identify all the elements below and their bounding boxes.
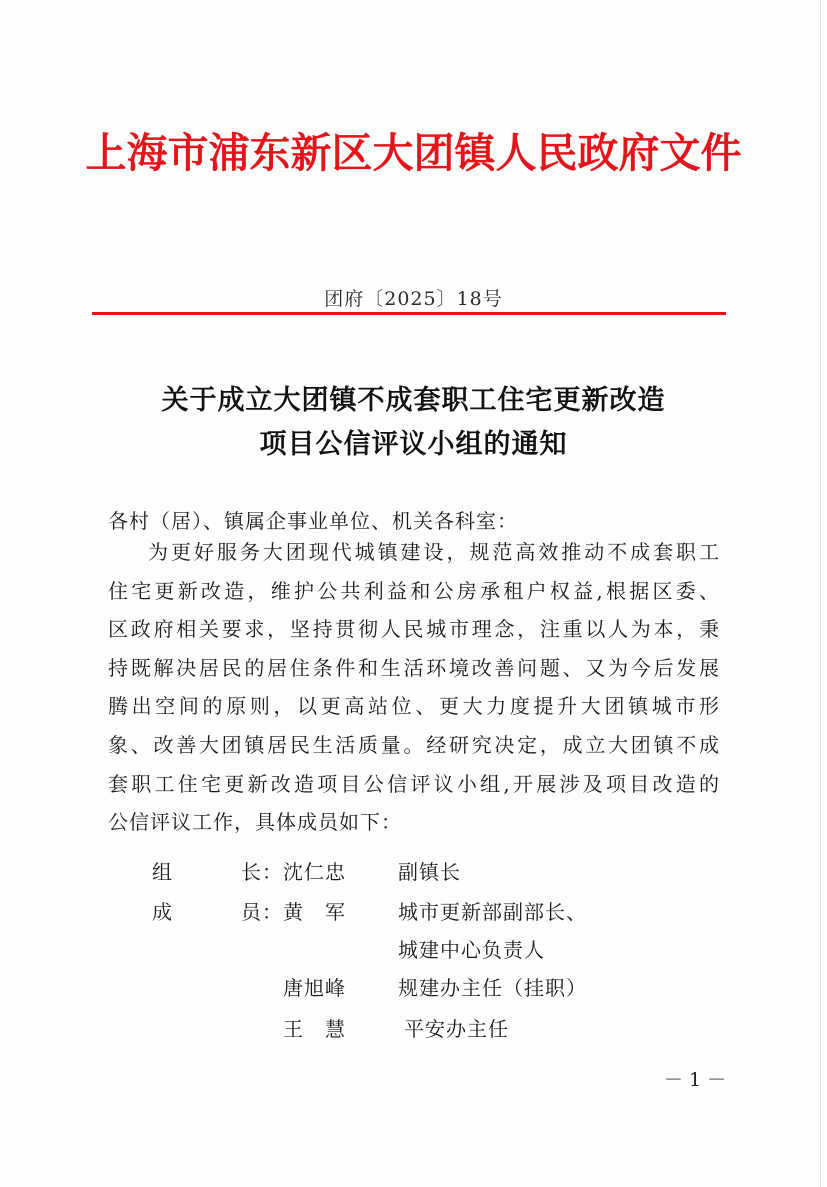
body-line: 持既解决居民的居住条件和生活环境改善问题、又为今后发展 [108, 655, 720, 680]
page-number: － 1 － [664, 1069, 727, 1091]
body-line: 住宅更新改造，维护公共利益和公房承租户权益,根据区委、 [108, 578, 720, 603]
document-number: 团府〔2025〕18号 [324, 288, 503, 310]
issuing-authority-title: 上海市浦东新区大团镇人民政府文件 [85, 129, 742, 177]
leader-title: 副镇长 [398, 860, 461, 884]
member3-name: 王 慧 [283, 1017, 346, 1041]
body-line: 象、改善大团镇居民生活质量。经研究决定，成立大团镇不成 [108, 732, 720, 757]
body-line: 区政府相关要求，坚持贯彻人民城市理念，注重以人为本，秉 [108, 617, 720, 642]
member-role-char-1: 成 [152, 900, 173, 924]
leader-role-char-2: 长： [241, 860, 283, 884]
page-edge [820, 0, 821, 1187]
member-role-char-2: 员： [241, 900, 283, 924]
member2-title: 规建办主任（挂职） [398, 976, 587, 1000]
leader-name: 沈仁忠 [283, 860, 346, 884]
red-separator-line [92, 312, 726, 315]
member1-name: 黄 军 [283, 900, 346, 924]
notice-title-line-1: 关于成立大团镇不成套职工住宅更新改造 [161, 385, 666, 416]
notice-title-line-2: 项目公信评议小组的通知 [259, 429, 568, 460]
member2-name: 唐旭峰 [283, 976, 346, 1000]
leader-role-char-1: 组 [152, 860, 173, 884]
member1-title-line-2: 城建中心负责人 [398, 938, 545, 962]
body-line: 腾出空间的原则，以更高站位、更大力度提升大团镇城市形 [108, 694, 720, 719]
body-line: 为更好服务大团现代城镇建设，规范高效推动不成套职工 [148, 540, 720, 564]
member1-title-line-1: 城市更新部副部长、 [398, 900, 587, 924]
salutation: 各村（居）、镇属企事业单位、机关各科室： [108, 509, 518, 533]
body-line: 公信评议工作，具体成员如下： [108, 810, 402, 835]
member3-title: 平安办主任 [404, 1017, 509, 1041]
body-paragraph [108, 533, 720, 842]
body-line: 套职工住宅更新改造项目公信评议小组,开展涉及项目改造的 [108, 771, 720, 796]
